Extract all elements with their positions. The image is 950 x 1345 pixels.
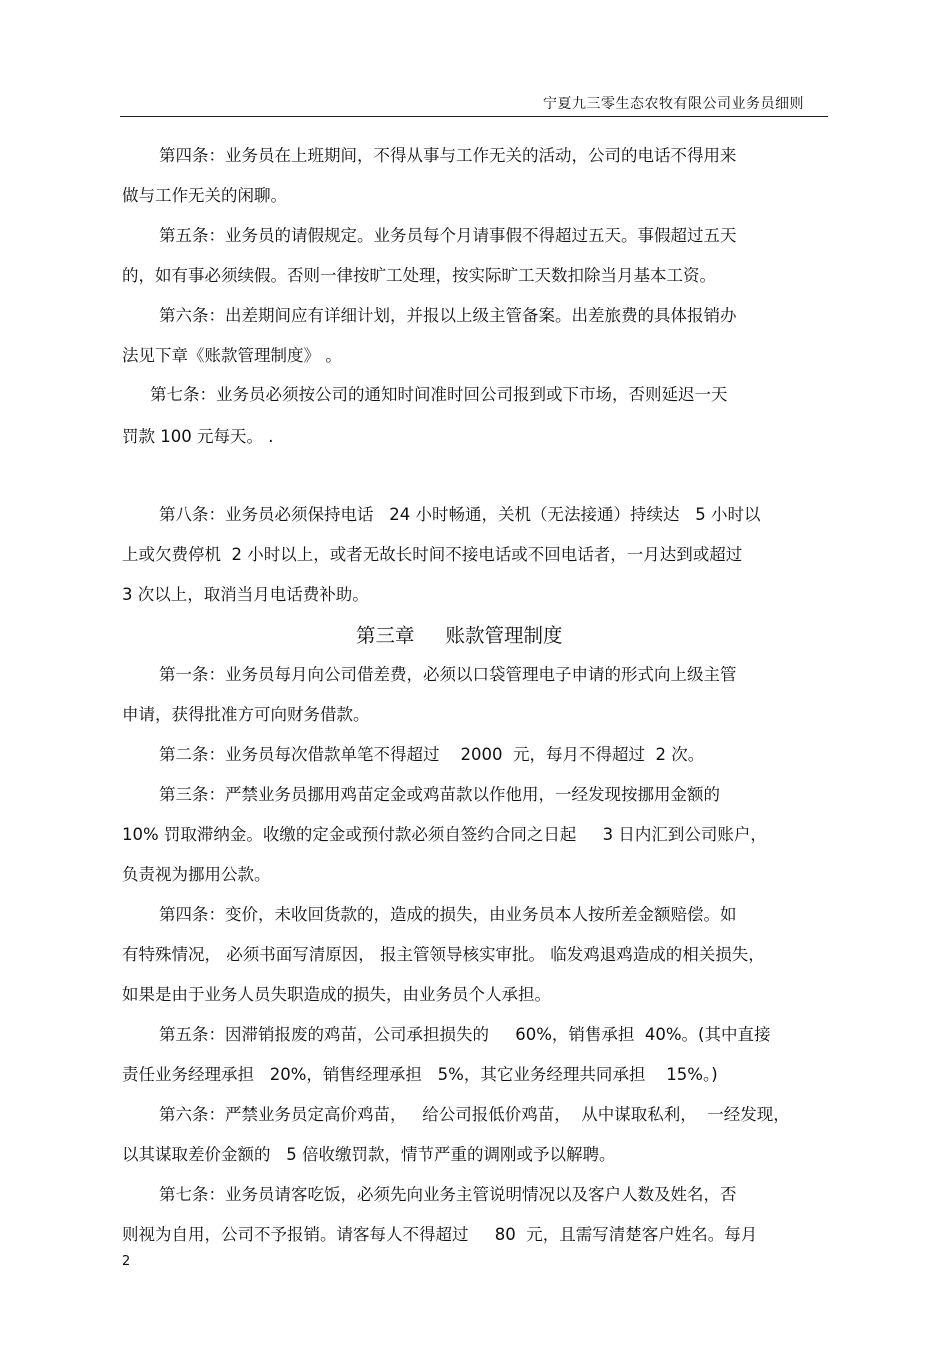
body-line: 第二条：业务员每次借款单笔不得超过 2000 元，每月不得超过 2 次。 <box>159 745 705 764</box>
body-line: 负责视为挪用公款。 <box>122 865 271 884</box>
body-line: 的，如有事必须续假。否则一律按旷工处理，按实际旷工天数扣除当月基本工资。 <box>122 266 716 285</box>
body-line: 以其谋取差价金额的 5 倍收缴罚款，情节严重的调刚或予以解聘。 <box>122 1145 616 1164</box>
header-divider <box>120 116 828 117</box>
body-line: 第一条：业务员每月向公司借差费，必须以口袋管理电子申请的形式向上级主管 <box>159 665 737 684</box>
body-line: 上或欠费停机 2 小时以上，或者无故长时间不接电话或不回电话者，一月达到或超过 <box>122 545 743 564</box>
chapter-heading: 第三章 账款管理制度 <box>356 624 563 647</box>
body-line: 如果是由于业务人员失职造成的损失，由业务员个人承担。 <box>122 985 551 1004</box>
body-line: 则视为自用，公司不予报销。请客每人不得超过 80 元，且需写清楚客户姓名。每月 <box>122 1225 758 1244</box>
body-line: 法见下章《账款管理制度》 。 <box>122 346 342 365</box>
body-line: 第三条：严禁业务员挪用鸡苗定金或鸡苗款以作他用，一经发现按挪用金额的 <box>159 785 720 804</box>
body-line: 第五条：业务员的请假规定。业务员每个月请事假不得超过五天。事假超过五天 <box>159 226 737 245</box>
body-line: 第四条：变价，未收回货款的，造成的损失，由业务员本人按所差金额赔偿。如 <box>159 905 737 924</box>
body-line: 有特殊情况， 必须书面写清原因， 报主管领导核实审批。 临发鸡退鸡造成的相关损失， <box>122 945 765 964</box>
body-line: 第八条：业务员必须保持电话 24 小时畅通，关机（无法接通）持续达 5 小时以 <box>159 505 761 524</box>
body-line: 申请，获得批准方可向财务借款。 <box>122 705 370 724</box>
body-line: 第六条：严禁业务员定高价鸡苗， 给公司报低价鸡苗， 从中谋取私利， 一经发现， <box>159 1105 790 1124</box>
body-line: 第七条：业务员必须按公司的通知时间准时回公司报到或下市场，否则延迟一天 <box>150 385 728 404</box>
body-line: 罚款 100 元每天。 . <box>122 427 274 446</box>
page-number: 2 <box>122 1254 131 1269</box>
body-line: 责任业务经理承担 20%，销售经理承担 5%，其它业务经理共同承担 15%。) <box>122 1065 718 1084</box>
body-line: 第五条：因滞销报废的鸡苗，公司承担损失的 60%，销售承担 40%。(其中直接 <box>159 1025 771 1044</box>
body-line: 做与工作无关的闲聊。 <box>122 186 287 205</box>
running-header: 宁夏九三零生态农牧有限公司业务员细则 <box>543 96 804 112</box>
body-line: 第四条：业务员在上班期间，不得从事与工作无关的活动，公司的电话不得用来 <box>159 146 737 165</box>
body-line: 第六条：出差期间应有详细计划，并报以上级主管备案。出差旅费的具体报销办 <box>159 306 737 325</box>
body-line: 第七条：业务员请客吃饭，必须先向业务主管说明情况以及客户人数及姓名，否 <box>159 1185 737 1204</box>
body-line: 10% 罚取滞纳金。收缴的定金或预付款必须自签约合同之日起 3 日内汇到公司账户， <box>122 825 767 844</box>
body-line: 3 次以上，取消当月电话费补助。 <box>122 585 369 604</box>
